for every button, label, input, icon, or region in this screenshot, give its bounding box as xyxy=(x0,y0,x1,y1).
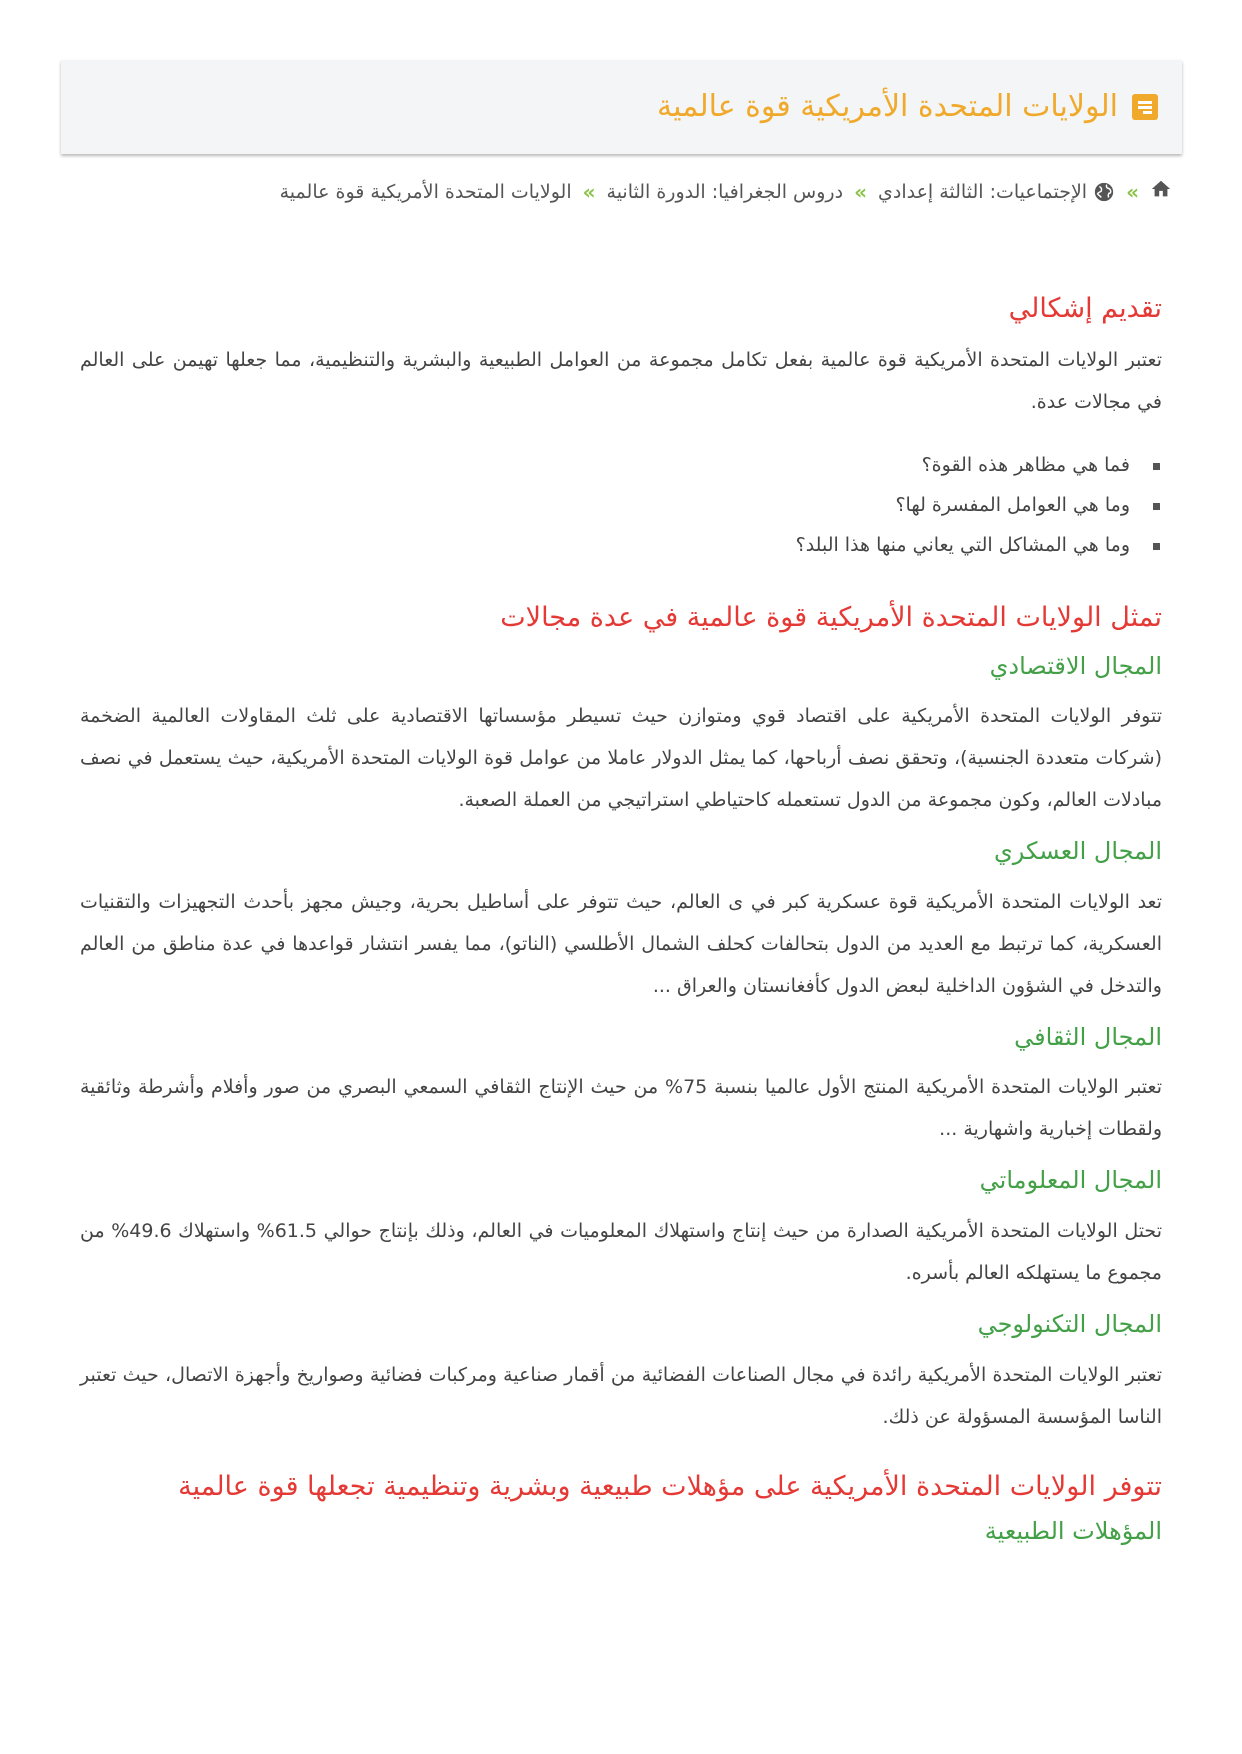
page-title: الولايات المتحدة الأمريكية قوة عالمية xyxy=(656,89,1118,124)
breadcrumb-item-level[interactable]: الإجتماعيات: الثالثة إعدادي xyxy=(877,180,1088,203)
information-paragraph: تحتل الولايات المتحدة الأمريكية الصدارة من حيث إنتاج واستهلاك المعلوميات في العالم، وذلك بإنتاج حوالي 61.5% واستهلاك 49.6% من مجموع ما يستهلكه العالم بأسره. xyxy=(80,1219,1162,1284)
cultural-paragraph: تعتبر الولايات المتحدة الأمريكية المنتج الأول عالميا بنسبة 75% من حيث الإنتاج الثقافي السمعي البصري من صور وأفلام وأشرطة وثائقية ولقطات إخبارية واشهارية ... xyxy=(80,1076,1162,1141)
list-item: فما هي مظاهر هذه القوة؟ xyxy=(80,445,1130,485)
document-icon xyxy=(1132,94,1158,120)
economic-heading: المجال الاقتصادي xyxy=(989,651,1162,680)
section1-heading: تمثل الولايات المتحدة الأمريكية قوة عالمية في عدة مجالات xyxy=(500,601,1162,633)
globe-icon xyxy=(1093,181,1115,203)
list-item: وما هي المشاكل التي يعاني منها هذا البلد؟ xyxy=(80,525,1130,565)
breadcrumb-separator: » xyxy=(1126,179,1139,204)
military-heading: المجال العسكري xyxy=(994,837,1162,866)
list-item: وما هي العوامل المفسرة لها؟ xyxy=(80,485,1130,525)
breadcrumb-separator: » xyxy=(582,179,596,204)
intro-heading: تقديم إشكالي xyxy=(1008,293,1162,324)
article-content xyxy=(80,290,1162,1549)
breadcrumb-home[interactable] xyxy=(1150,178,1172,205)
economic-paragraph: تتوفر الولايات المتحدة الأمريكية على اقتصاد قوي ومتوازن حيث تسيطر مؤسساتها الاقتصادية على ثلث المقاولات العالمية الضخمة (شركات متعددة الجنسية)، وتحقق نصف أرباحها، كما يمثل الدولار عاملا من عوامل قوة الولايات المتحدة الأمريكية، حيث يستعمل في نصف مبادلات العالم، وكون مجموعة من الدول تستعمله كاحتياطي استراتيجي من العملة الصعبة. xyxy=(80,705,1162,812)
breadcrumb xyxy=(150,178,1172,205)
information-heading: المجال المعلوماتي xyxy=(979,1166,1162,1195)
natural-heading: المؤهلات الطبيعية xyxy=(984,1517,1162,1546)
title-bar xyxy=(61,60,1182,154)
section2-heading: تتوفر الولايات المتحدة الأمريكية على مؤهلات طبيعية وبشرية وتنظيمية تجعلها قوة عالمية xyxy=(178,1470,1162,1502)
intro-paragraph: تعتبر الولايات المتحدة الأمريكية قوة عالمية بفعل تكامل مجموعة من العوامل الطبيعية والبشرية والتنظيمية، مما جعلها تهيمن على العالم في مجالات عدة. xyxy=(80,348,1162,413)
breadcrumb-item-current: الولايات المتحدة الأمريكية قوة عالمية xyxy=(279,180,572,203)
breadcrumb-item-course[interactable]: دروس الجغرافيا: الدورة الثانية xyxy=(606,180,844,203)
breadcrumb-separator: » xyxy=(854,179,867,204)
military-paragraph: تعد الولايات المتحدة الأمريكية قوة عسكرية كبر في ى العالم، حيث تتوفر على أساطيل بحرية، وجيش مجهز بأحدث التجهيزات والتقنيات العسكرية، كما ترتبط مع العديد من الدول بتحالفات كحلف الشمال الأطلسي (الناتو)، مما يفسر انتشار قواعدها في عدة مناطق من العالم والتدخل في الشؤون الداخلية لبعض الدول كأفغانستان والعراق ... xyxy=(80,890,1162,997)
home-icon xyxy=(1150,178,1172,200)
question-list xyxy=(80,445,1162,565)
technology-paragraph: تعتبر الولايات المتحدة الأمريكية رائدة في مجال الصناعات الفضائية من أقمار صناعية ومركبات فضائية وصواريخ وأجهزة الاتصال، حيث تعتبر الناسا المؤسسة المسؤولة عن ذلك. xyxy=(80,1363,1162,1428)
technology-heading: المجال التكنولوجي xyxy=(977,1309,1162,1338)
cultural-heading: المجال الثقافي xyxy=(1014,1022,1162,1051)
